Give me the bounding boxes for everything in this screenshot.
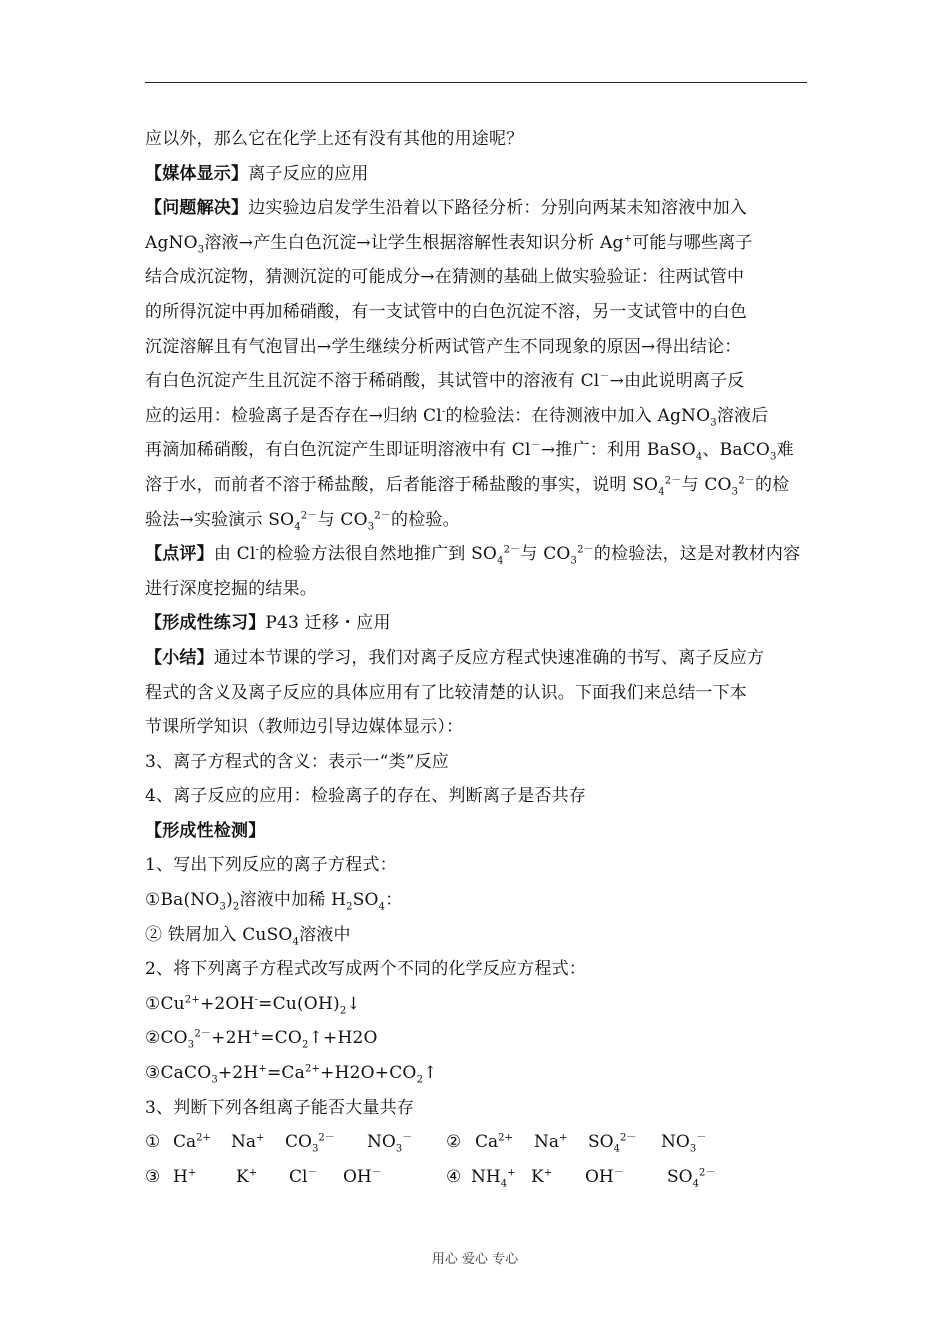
subscript: 2 xyxy=(302,1039,309,1051)
text-line xyxy=(145,295,810,330)
subscript: 3 xyxy=(710,417,717,429)
text-line xyxy=(145,1021,810,1056)
superscript: 2－ xyxy=(503,544,521,556)
superscript: + xyxy=(507,1167,516,1179)
subscript: 3 xyxy=(211,1074,218,1086)
text-line xyxy=(145,433,810,468)
text: ①Cu xyxy=(145,993,185,1014)
superscript: 2－ xyxy=(194,1028,212,1040)
text: ) xyxy=(226,890,233,911)
line-text: 进行深度挖掘的结果。 xyxy=(145,578,317,599)
text: AgNO xyxy=(145,232,198,253)
text-line xyxy=(145,537,810,572)
ion xyxy=(667,1160,715,1195)
text-line xyxy=(145,987,810,1022)
superscript: 2－ xyxy=(619,1132,637,1144)
section-tag: 【点评】 xyxy=(145,544,214,565)
subscript: 4 xyxy=(294,520,301,532)
text-line xyxy=(145,848,810,883)
text: →由此说明离子反 xyxy=(609,371,745,392)
text: 的检 xyxy=(755,474,790,495)
text-line xyxy=(145,191,810,226)
subscript: 2 xyxy=(232,901,240,913)
ion xyxy=(173,1160,196,1195)
superscript: + xyxy=(559,1132,568,1144)
subscript: 4 xyxy=(500,1178,508,1190)
text-line xyxy=(145,918,810,953)
superscript: 2+ xyxy=(184,994,200,1006)
text: 溶液中 xyxy=(299,924,351,945)
text: SO xyxy=(352,890,379,911)
line-text: 3、判断下列各组离子能否大量共存 xyxy=(145,1097,415,1118)
ion-symbol: K xyxy=(531,1166,544,1187)
text: 溶液后 xyxy=(716,405,769,426)
ion xyxy=(471,1160,515,1195)
ion-symbol: SO xyxy=(588,1132,614,1153)
line-text: 1、写出下列反应的离子方程式： xyxy=(145,855,397,876)
superscript: 2+ xyxy=(498,1132,513,1144)
text: 应的运用：检验离子是否存在→归纳 Cl xyxy=(145,405,442,426)
text-line xyxy=(145,122,810,157)
text-line xyxy=(145,468,810,503)
ion xyxy=(343,1160,382,1195)
subscript: 3 xyxy=(395,1143,403,1155)
section-tag: 【形成性练习】 xyxy=(145,613,266,634)
line-text: 沉淀溶解且有气泡冒出→学生继续分析两试管产生不同现象的原因→得出结论： xyxy=(145,336,742,357)
text: +H2O+CO xyxy=(320,1063,417,1084)
superscript: + xyxy=(543,1167,553,1179)
ion xyxy=(289,1160,317,1195)
ion-symbol: K xyxy=(236,1166,249,1187)
line-text: 应以外，那么它在化学上还有没有其他的用途呢？ xyxy=(145,129,524,149)
section-tag: 【问题解决】 xyxy=(145,198,249,219)
text: 溶液中加稀 H xyxy=(239,890,347,911)
superscript: - xyxy=(441,406,446,418)
subscript: 4 xyxy=(695,451,703,463)
line-text: 边实验边启发学生沿着以下路径分析：分别向两某未知溶液中加入 xyxy=(248,198,748,219)
ion xyxy=(585,1160,624,1195)
text: =Cu(OH) xyxy=(258,993,340,1014)
text: 验法→实验演示 SO xyxy=(145,509,295,530)
text: 的检验方法很自然地推广到 SO xyxy=(259,544,498,565)
text-line xyxy=(145,779,810,814)
item-number: ② xyxy=(446,1132,462,1153)
subscript: 3 xyxy=(367,520,375,532)
subscript: 4 xyxy=(613,1143,620,1155)
text: 有白色沉淀产生且沉淀不溶于稀硝酸，其试管中的溶液有 Cl xyxy=(145,371,600,392)
ion xyxy=(534,1125,567,1160)
text: ↓ xyxy=(346,993,361,1014)
line-text: 节课所学知识（教师边引导边媒体显示）： xyxy=(145,717,464,738)
item-number: ③ xyxy=(145,1166,161,1187)
subscript: 3 xyxy=(570,555,578,567)
text-line xyxy=(145,260,810,295)
ion-symbol: H xyxy=(173,1166,188,1187)
text-line xyxy=(145,814,810,849)
page-content xyxy=(145,122,810,1194)
item-number: ① xyxy=(145,1132,161,1153)
ion xyxy=(531,1160,552,1195)
ion-symbol: Ca xyxy=(173,1132,197,1153)
ion-group-row-2 xyxy=(145,1160,810,1195)
superscript: － xyxy=(307,1167,318,1179)
subscript: 4 xyxy=(692,1178,699,1190)
text-line xyxy=(145,364,810,399)
line-text: 通过本节课的学习，我们对离子反应方程式快速准确的书写、离子反应方 xyxy=(213,647,765,668)
text: +2OH xyxy=(199,993,255,1014)
subscript: 3 xyxy=(187,1039,195,1051)
text-line xyxy=(145,710,810,745)
superscript: 2－ xyxy=(300,509,318,521)
ion-symbol: Cl xyxy=(289,1166,308,1187)
superscript: － xyxy=(530,440,541,452)
text-line xyxy=(145,676,810,711)
ion-symbol: OH xyxy=(343,1166,372,1187)
text: 与 CO xyxy=(681,474,732,495)
header-rule xyxy=(145,82,807,83)
text-line xyxy=(145,572,810,607)
text: 溶于水，而前者不溶于稀盐酸，后者能溶于稀盐酸的事实，说明 SO xyxy=(145,474,659,495)
text-line xyxy=(145,157,810,192)
ion-symbol: CO xyxy=(285,1132,312,1153)
ion xyxy=(231,1125,264,1160)
subscript: 2 xyxy=(416,1074,424,1086)
text-line xyxy=(145,883,810,918)
item-number: ④ xyxy=(446,1166,462,1187)
text: ↑+H2O xyxy=(308,1028,378,1049)
ion-symbol: Ca xyxy=(475,1132,499,1153)
section-tag: 【媒体显示】 xyxy=(145,163,249,184)
text: +2H xyxy=(211,1028,252,1049)
superscript: - xyxy=(254,994,259,1006)
ion-symbol: Na xyxy=(231,1132,257,1153)
ion-symbol: NO xyxy=(367,1132,396,1153)
ion-group-row-1 xyxy=(145,1125,810,1160)
superscript: － xyxy=(613,1167,624,1179)
text-line xyxy=(145,641,810,676)
text: →推广：利用 BaSO xyxy=(540,440,696,461)
subscript: 4 xyxy=(292,936,300,948)
superscript: + xyxy=(623,233,633,245)
text: =CO xyxy=(260,1028,303,1049)
superscript: － xyxy=(696,1132,707,1144)
superscript: 2+ xyxy=(196,1132,211,1144)
ion-symbol: NH xyxy=(471,1166,501,1187)
text-line xyxy=(145,1091,810,1126)
text: 的检验法：在待测液中加入 AgNO xyxy=(445,405,711,426)
line-text: 3、离子方程式的含义：表示一“类”反应 xyxy=(145,751,449,772)
text: ②CO xyxy=(145,1028,188,1049)
ion xyxy=(236,1160,257,1195)
text-line xyxy=(145,745,810,780)
section-tag: 【小结】 xyxy=(145,647,214,668)
ion xyxy=(173,1125,211,1160)
subscript: 3 xyxy=(311,1143,319,1155)
page-footer: 用心 爱心 专心 xyxy=(431,1252,519,1267)
line-text: 离子反应的应用 xyxy=(248,163,369,184)
text: 由 Cl xyxy=(213,544,256,565)
text: ①Ba(NO xyxy=(145,890,220,911)
subscript: 4 xyxy=(378,901,386,913)
superscript: － xyxy=(371,1167,382,1179)
line-text: 2、将下列离子方程式改写成两个不同的化学反应方程式： xyxy=(145,959,587,980)
subscript: 4 xyxy=(658,486,665,498)
ion xyxy=(475,1125,513,1160)
text: 的检验。 xyxy=(391,509,460,530)
text-line xyxy=(145,330,810,365)
text-line xyxy=(145,503,810,538)
subscript: 3 xyxy=(689,1143,697,1155)
ion xyxy=(367,1125,412,1160)
line-text: 4、离子反应的应用：检验离子的存在、判断离子是否共存 xyxy=(145,786,587,807)
superscript: + xyxy=(251,1028,261,1040)
section-tag: 【形成性检测】 xyxy=(145,820,266,841)
subscript: 3 xyxy=(731,486,739,498)
line-text: 的所得沉淀中再加稀硝酸，有一支试管中的白色沉淀不溶，另一支试管中的白色 xyxy=(145,301,747,322)
superscript: + xyxy=(258,1063,267,1075)
text: 溶液→产生白色沉淀→让学生根据溶解性表知识分析 Ag xyxy=(204,232,624,253)
text-line xyxy=(145,399,810,434)
text: ： xyxy=(385,890,403,911)
ion xyxy=(588,1125,636,1160)
subscript: 4 xyxy=(497,555,504,567)
superscript: 2－ xyxy=(374,509,392,521)
superscript: 2－ xyxy=(664,475,682,487)
text: 与 CO xyxy=(317,509,368,530)
text: +2H xyxy=(217,1063,259,1084)
superscript: - xyxy=(255,544,260,556)
superscript: － xyxy=(402,1132,413,1144)
subscript: 3 xyxy=(219,901,227,913)
superscript: 2－ xyxy=(577,544,594,556)
text: 可能与哪些离子 xyxy=(632,232,753,253)
superscript: 2－ xyxy=(738,475,755,487)
text-line xyxy=(145,226,810,261)
ion xyxy=(661,1125,706,1160)
ion-symbol: SO xyxy=(667,1166,693,1187)
ion xyxy=(285,1125,335,1160)
superscript: + xyxy=(256,1132,265,1144)
subscript: 3 xyxy=(197,244,205,256)
text: 再滴加稀硝酸，有白色沉淀产生即证明溶液中有 Cl xyxy=(145,440,531,461)
superscript: + xyxy=(248,1167,258,1179)
superscript: 2+ xyxy=(304,1063,321,1075)
text: ↑ xyxy=(423,1063,438,1084)
superscript: + xyxy=(187,1167,197,1179)
superscript: － xyxy=(599,371,610,383)
subscript: 2 xyxy=(339,1005,347,1017)
text-line xyxy=(145,606,810,641)
ion-symbol: Na xyxy=(534,1132,560,1153)
text: 、BaCO xyxy=(702,440,771,461)
subscript: 2 xyxy=(346,901,353,913)
text-line xyxy=(145,952,810,987)
text: 难 xyxy=(776,440,794,461)
subscript: 3 xyxy=(770,451,777,463)
ion-symbol: NO xyxy=(661,1132,690,1153)
text: =Ca xyxy=(266,1063,305,1084)
text: ② 铁屑加入 CuSO xyxy=(145,924,293,945)
text: 的检验法，这是对教材内容 xyxy=(593,544,801,565)
superscript: 2－ xyxy=(698,1167,716,1179)
text: ③CaCO xyxy=(145,1063,212,1084)
line-text: P43 迁移・应用 xyxy=(265,613,391,634)
ion-symbol: OH xyxy=(585,1166,614,1187)
text: 与 CO xyxy=(520,544,571,565)
line-text: 程式的含义及离子反应的具体应用有了比较清楚的认识。下面我们来总结一下本 xyxy=(145,682,747,703)
superscript: 2－ xyxy=(318,1132,335,1144)
line-text: 结合成沉淀物，猜测沉淀的可能成分→在猜测的基础上做实验验证：往两试管中 xyxy=(145,267,745,288)
text-line xyxy=(145,1056,810,1091)
